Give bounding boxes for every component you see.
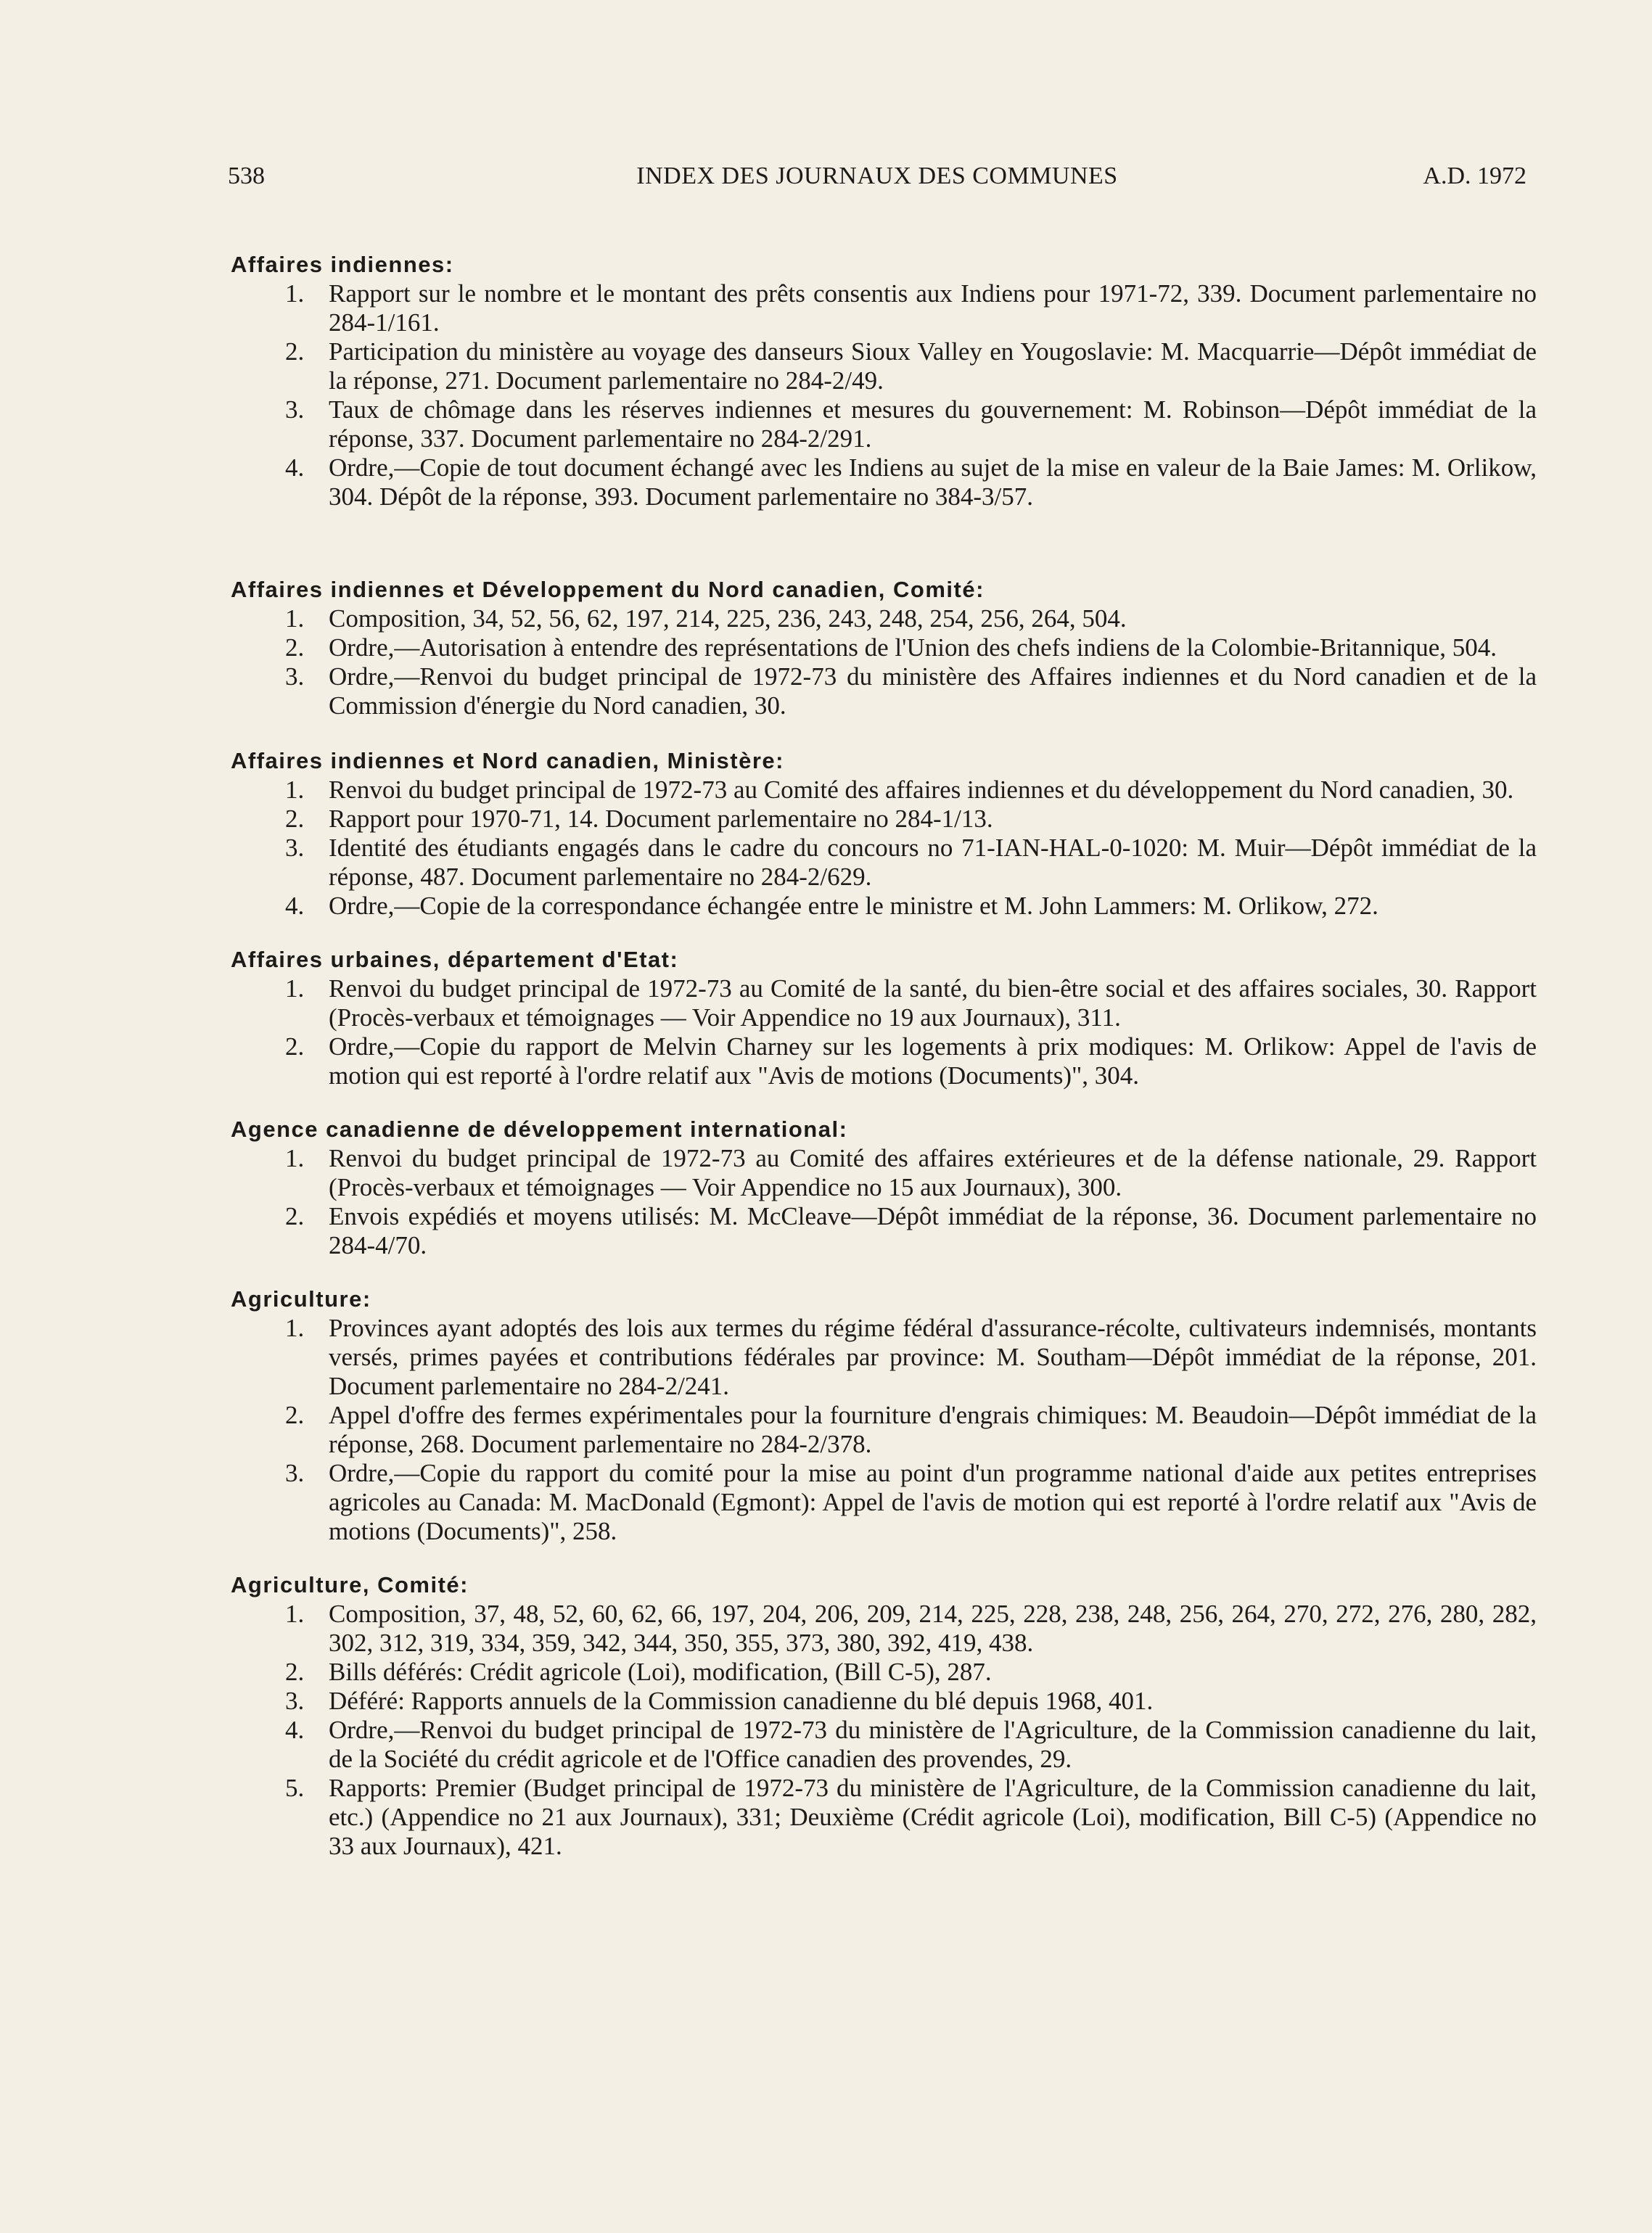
- index-entry: [231, 1401, 1537, 1459]
- section-title: Agriculture, Comité:: [231, 1572, 469, 1597]
- index-content: [231, 250, 1537, 1861]
- section-title: Affaires indiennes et Développement du Nord canadien, Comité:: [231, 577, 985, 602]
- entry-text: Composition, 37, 48, 52, 60, 62, 66, 197, 204, 206, 209, 214, 225, 228, 238, 248, 256, 264, 270, 272, 276, 280, 282, 302, 312, 319, 334, 359, 342, 344, 350, 355, 373, 380, 392, 419, 438.: [329, 1600, 1537, 1657]
- entry-text: Rapports: Premier (Budget principal de 1972-73 du ministère de l'Agriculture, de la Commission canadienne du lait, etc.) (Appendice no 21 aux Journaux), 331; Deuxième (Crédit agricole (Loi), modification, Bill C-5) (Appendice no 33 aux Journaux), 421.: [329, 1774, 1537, 1860]
- entry-text: Renvoi du budget principal de 1972-73 au Comité des affaires indiennes et du développement du Nord canadien, 30.: [329, 776, 1514, 804]
- entry-number: 1.: [285, 1144, 305, 1172]
- entry-number: 2.: [285, 1032, 305, 1061]
- entry-text: Renvoi du budget principal de 1972-73 au Comité de la santé, du bien-être social et des affaires sociales, 30. Rapport (Procès-verbaux et témoignages — Voir Appendice no 19 aux Journaux), 311.: [329, 974, 1537, 1032]
- index-entry: [231, 834, 1537, 892]
- entry-number: 5.: [285, 1774, 305, 1802]
- index-section: [231, 1571, 1537, 1861]
- index-entry: [231, 1716, 1537, 1774]
- entry-text: Ordre,—Copie du rapport du comité pour la mise au point d'un programme national d'aide aux petites entreprises agricoles au Canada: M. MacDonald (Egmont): Appel de l'avis de motion qui est reporté à l'ordre relatif aux "Avis de motions (Documents)", 258.: [329, 1459, 1537, 1545]
- entry-text: Taux de chômage dans les réserves indiennes et mesures du gouvernement: M. Robinson—Dépôt immédiat de la réponse, 337. Document parlementaire no 284-2/291.: [329, 395, 1537, 453]
- entry-number: 3.: [285, 395, 305, 424]
- entry-text: Rapport sur le nombre et le montant des prêts consentis aux Indiens pour 1971-72, 339. Document parlementaire no 284-1/161.: [329, 279, 1537, 337]
- index-entry: [231, 395, 1537, 453]
- entry-text: Déféré: Rapports annuels de la Commission canadienne du blé depuis 1968, 401.: [329, 1687, 1154, 1715]
- entry-number: 4.: [285, 892, 305, 920]
- entry-number: 3.: [285, 834, 305, 862]
- entry-number: 2.: [285, 805, 305, 833]
- index-entry: [231, 805, 1537, 834]
- entry-number: 4.: [285, 1716, 305, 1744]
- entry-number: 1.: [285, 1600, 305, 1628]
- entry-text: Envois expédiés et moyens utilisés: M. McCleave—Dépôt immédiat de la réponse, 36. Document parlementaire no 284-4/70.: [329, 1202, 1537, 1259]
- index-entry: [231, 974, 1537, 1032]
- index-section: [231, 747, 1537, 921]
- index-entry: [231, 1687, 1537, 1716]
- index-entry: [231, 337, 1537, 395]
- entry-number: 3.: [285, 662, 305, 691]
- index-entry: [231, 1600, 1537, 1658]
- page-year: A.D. 1972: [1423, 163, 1526, 189]
- entry-text: Ordre,—Copie du rapport de Melvin Charney sur les logements à prix modiques: M. Orlikow: Appel de l'avis de motion qui est reporté à l'ordre relatif aux "Avis de motions (Documents)", 304.: [329, 1032, 1537, 1090]
- index-entry: [231, 279, 1537, 337]
- index-entry: [231, 1314, 1537, 1401]
- index-entry: [231, 1032, 1537, 1090]
- index-section: [231, 1115, 1537, 1260]
- entry-number: 2.: [285, 1658, 305, 1686]
- entry-number: 1.: [285, 974, 305, 1003]
- index-entry: [231, 633, 1537, 662]
- entry-text: Renvoi du budget principal de 1972-73 au Comité des affaires extérieures et de la défense nationale, 29. Rapport (Procès-verbaux et témoignages — Voir Appendice no 15 aux Journaux), 300.: [329, 1144, 1537, 1201]
- section-title: Agriculture:: [231, 1286, 371, 1312]
- index-entry: [231, 1658, 1537, 1687]
- entry-number: 1.: [285, 604, 305, 633]
- entry-text: Provinces ayant adoptés des lois aux termes du régime fédéral d'assurance-récolte, cultivateurs indemnisés, montants versés, primes payées et contributions fédérales par province: M. Southam—Dépôt immédiat de la réponse, 201. Document parlementaire no 284-2/241.: [329, 1314, 1537, 1400]
- index-section: [231, 250, 1537, 511]
- entry-text: Bills déférés: Crédit agricole (Loi), modification, (Bill C-5), 287.: [329, 1658, 992, 1686]
- entry-number: 3.: [285, 1459, 305, 1487]
- index-entry: [231, 453, 1537, 511]
- index-entry: [231, 892, 1537, 921]
- index-entry: [231, 604, 1537, 633]
- page-number: 538: [228, 163, 265, 189]
- entry-text: Appel d'offre des fermes expérimentales pour la fourniture d'engrais chimiques: M. Beaudoin—Dépôt immédiat de la réponse, 268. Document parlementaire no 284-2/378.: [329, 1401, 1537, 1458]
- entry-text: Ordre,—Autorisation à entendre des représentations de l'Union des chefs indiens de la Colombie-Britannique, 504.: [329, 633, 1497, 662]
- entry-number: 2.: [285, 1401, 305, 1429]
- index-section: [231, 945, 1537, 1090]
- section-title: Affaires indiennes et Nord canadien, Ministère:: [231, 748, 784, 773]
- index-section: [231, 575, 1537, 720]
- section-title: Agence canadienne de développement international:: [231, 1116, 848, 1142]
- entry-text: Ordre,—Renvoi du budget principal de 1972-73 du ministère des Affaires indiennes et du Nord canadien et de la Commission d'énergie du Nord canadien, 30.: [329, 662, 1537, 720]
- index-entry: [231, 1202, 1537, 1260]
- section-title: Affaires indiennes:: [231, 252, 454, 277]
- section-title: Affaires urbaines, département d'Etat:: [231, 947, 679, 972]
- entry-number: 2.: [285, 337, 305, 366]
- index-entry: [231, 1459, 1537, 1546]
- entry-number: 3.: [285, 1687, 305, 1715]
- entry-text: Ordre,—Copie de la correspondance échangée entre le ministre et M. John Lammers: M. Orlikow, 272.: [329, 892, 1378, 920]
- entry-text: Ordre,—Renvoi du budget principal de 1972-73 du ministère de l'Agriculture, de la Commission canadienne du lait, de la Société du crédit agricole et de l'Office canadien des provendes, 29.: [329, 1716, 1537, 1773]
- page-header: [228, 158, 1526, 194]
- entry-number: 2.: [285, 1202, 305, 1230]
- entry-text: Rapport pour 1970-71, 14. Document parlementaire no 284-1/13.: [329, 805, 993, 833]
- entry-number: 1.: [285, 1314, 305, 1342]
- index-entry: [231, 776, 1537, 805]
- entry-text: Participation du ministère au voyage des danseurs Sioux Valley en Yougoslavie: M. Macquarrie—Dépôt immédiat de la réponse, 271. Document parlementaire no 284-2/49.: [329, 337, 1537, 395]
- entry-number: 1.: [285, 776, 305, 804]
- entry-text: Identité des étudiants engagés dans le cadre du concours no 71-IAN-HAL-0-1020: M. Muir—Dépôt immédiat de la réponse, 487. Document parlementaire no 284-2/629.: [329, 834, 1537, 891]
- entry-number: 4.: [285, 453, 305, 482]
- index-entry: [231, 1144, 1537, 1202]
- page-title: INDEX DES JOURNAUX DES COMMUNES: [636, 163, 1118, 189]
- index-section: [231, 1285, 1537, 1546]
- entry-number: 2.: [285, 633, 305, 662]
- entry-number: 1.: [285, 279, 305, 308]
- index-entry: [231, 1774, 1537, 1861]
- index-entry: [231, 662, 1537, 720]
- entry-text: Ordre,—Copie de tout document échangé avec les Indiens au sujet de la mise en valeur de la Baie James: M. Orlikow, 304. Dépôt de la réponse, 393. Document parlementaire no 384-3/57.: [329, 453, 1537, 511]
- entry-text: Composition, 34, 52, 56, 62, 197, 214, 225, 236, 243, 248, 254, 256, 264, 504.: [329, 604, 1127, 633]
